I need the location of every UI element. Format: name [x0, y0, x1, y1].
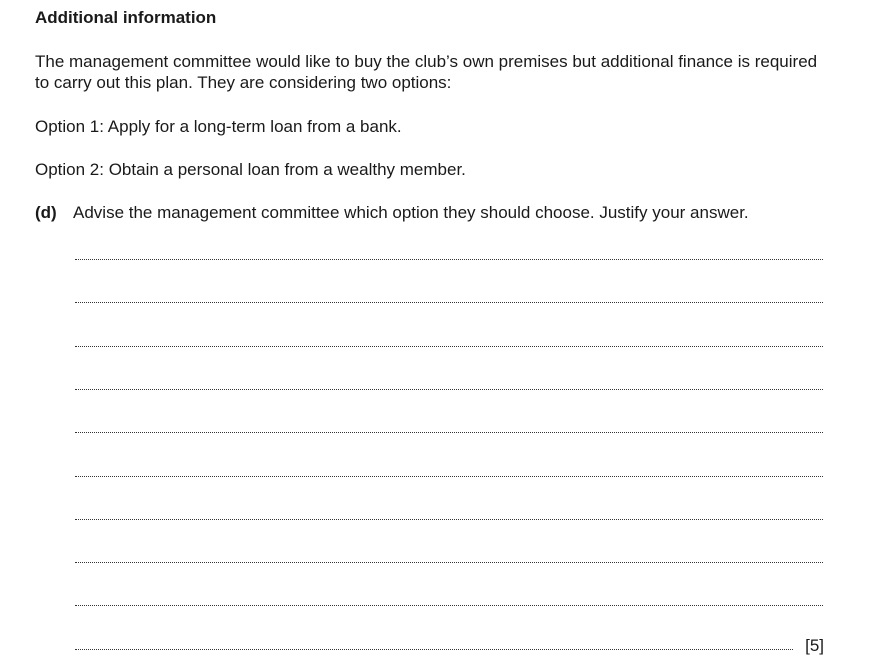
section-heading: Additional information: [35, 8, 217, 27]
answer-line[interactable]: [75, 649, 793, 650]
context-paragraph: The management committee would like to buy the club’s own premises but additional finance is required to carry out this plan. They are considering two options:: [35, 52, 818, 92]
answer-line[interactable]: [75, 346, 823, 347]
answer-line[interactable]: [75, 476, 823, 477]
answer-line[interactable]: [75, 432, 823, 433]
question-label: (d): [35, 203, 57, 222]
marks-allocation: [5]: [805, 636, 824, 655]
option-2-text: Option 2: Obtain a personal loan from a wealthy member.: [35, 160, 466, 179]
question-text: Advise the management committee which option they should choose. Justify your answer.: [73, 203, 749, 222]
answer-line[interactable]: [75, 605, 823, 606]
answer-line[interactable]: [75, 259, 823, 260]
question-d: [35, 202, 749, 223]
answer-line[interactable]: [75, 519, 823, 520]
answer-line[interactable]: [75, 562, 823, 563]
answer-line[interactable]: [75, 389, 823, 390]
option-1-text: Option 1: Apply for a long-term loan from a bank.: [35, 117, 402, 136]
answer-line[interactable]: [75, 302, 823, 303]
